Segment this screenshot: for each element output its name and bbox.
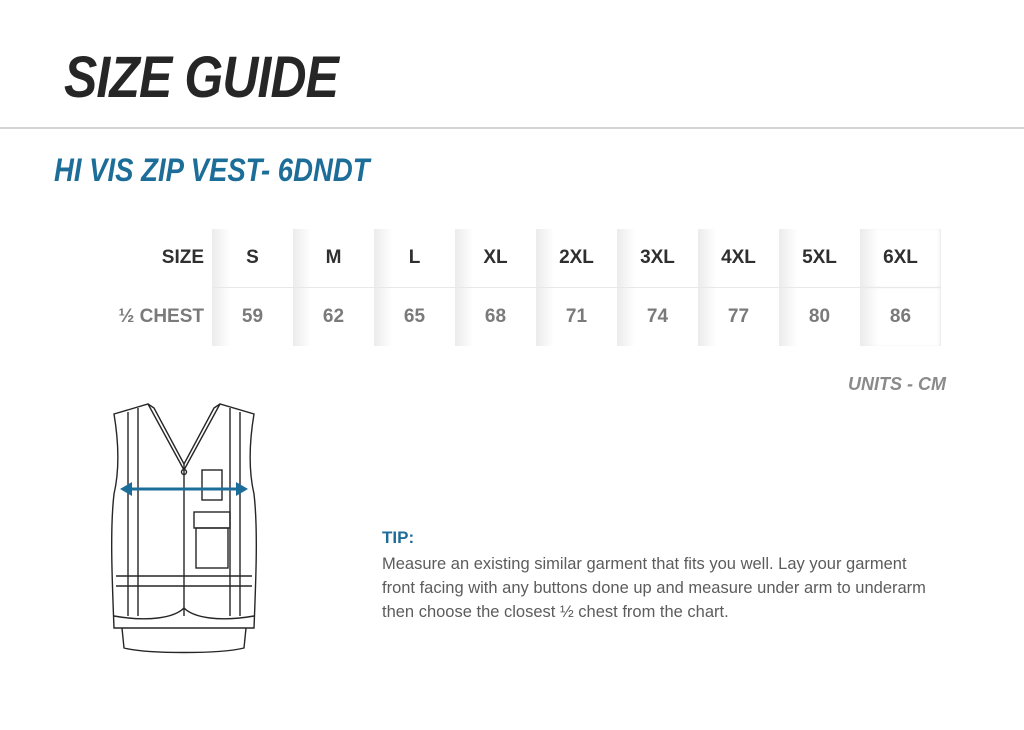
size-cell: M bbox=[293, 229, 374, 288]
size-cell: 4XL bbox=[698, 229, 779, 288]
chest-value-cell: 65 bbox=[374, 288, 455, 347]
chest-value-cell: 77 bbox=[698, 288, 779, 347]
chest-value-cell: 80 bbox=[779, 288, 860, 347]
chest-value-cell: 62 bbox=[293, 288, 374, 347]
size-cell: 3XL bbox=[617, 229, 698, 288]
size-cell: 2XL bbox=[536, 229, 617, 288]
size-cell: L bbox=[374, 229, 455, 288]
size-cell: S bbox=[212, 229, 293, 288]
header-divider bbox=[0, 127, 1024, 129]
size-cell: XL bbox=[455, 229, 536, 288]
tip-text: Measure an existing similar garment that fits you well. Lay your garment front facing with any buttons done up and measure under arm to underarm then choose the closest ½ chest from the chart. bbox=[382, 555, 926, 621]
chest-value-cell: 74 bbox=[617, 288, 698, 347]
size-row bbox=[104, 229, 941, 288]
chest-value-cell: 68 bbox=[455, 288, 536, 347]
chest-value-cell: 59 bbox=[212, 288, 293, 347]
vest-icon bbox=[108, 398, 260, 660]
size-cell: 6XL bbox=[860, 229, 941, 288]
chest-value-cell: 71 bbox=[536, 288, 617, 347]
chest-row bbox=[104, 288, 941, 347]
units-label: UNITS - CM bbox=[848, 374, 946, 394]
size-cell: 5XL bbox=[779, 229, 860, 288]
product-name: HI VIS ZIP VEST- 6DNDT bbox=[54, 152, 370, 188]
chest-row-label: ½ CHEST bbox=[118, 305, 204, 327]
size-row-label: SIZE bbox=[161, 247, 204, 269]
size-table bbox=[104, 229, 941, 346]
tip-label: TIP: bbox=[382, 528, 415, 547]
page-title: SIZE GUIDE bbox=[64, 45, 339, 110]
chest-value-cell: 86 bbox=[860, 288, 941, 347]
